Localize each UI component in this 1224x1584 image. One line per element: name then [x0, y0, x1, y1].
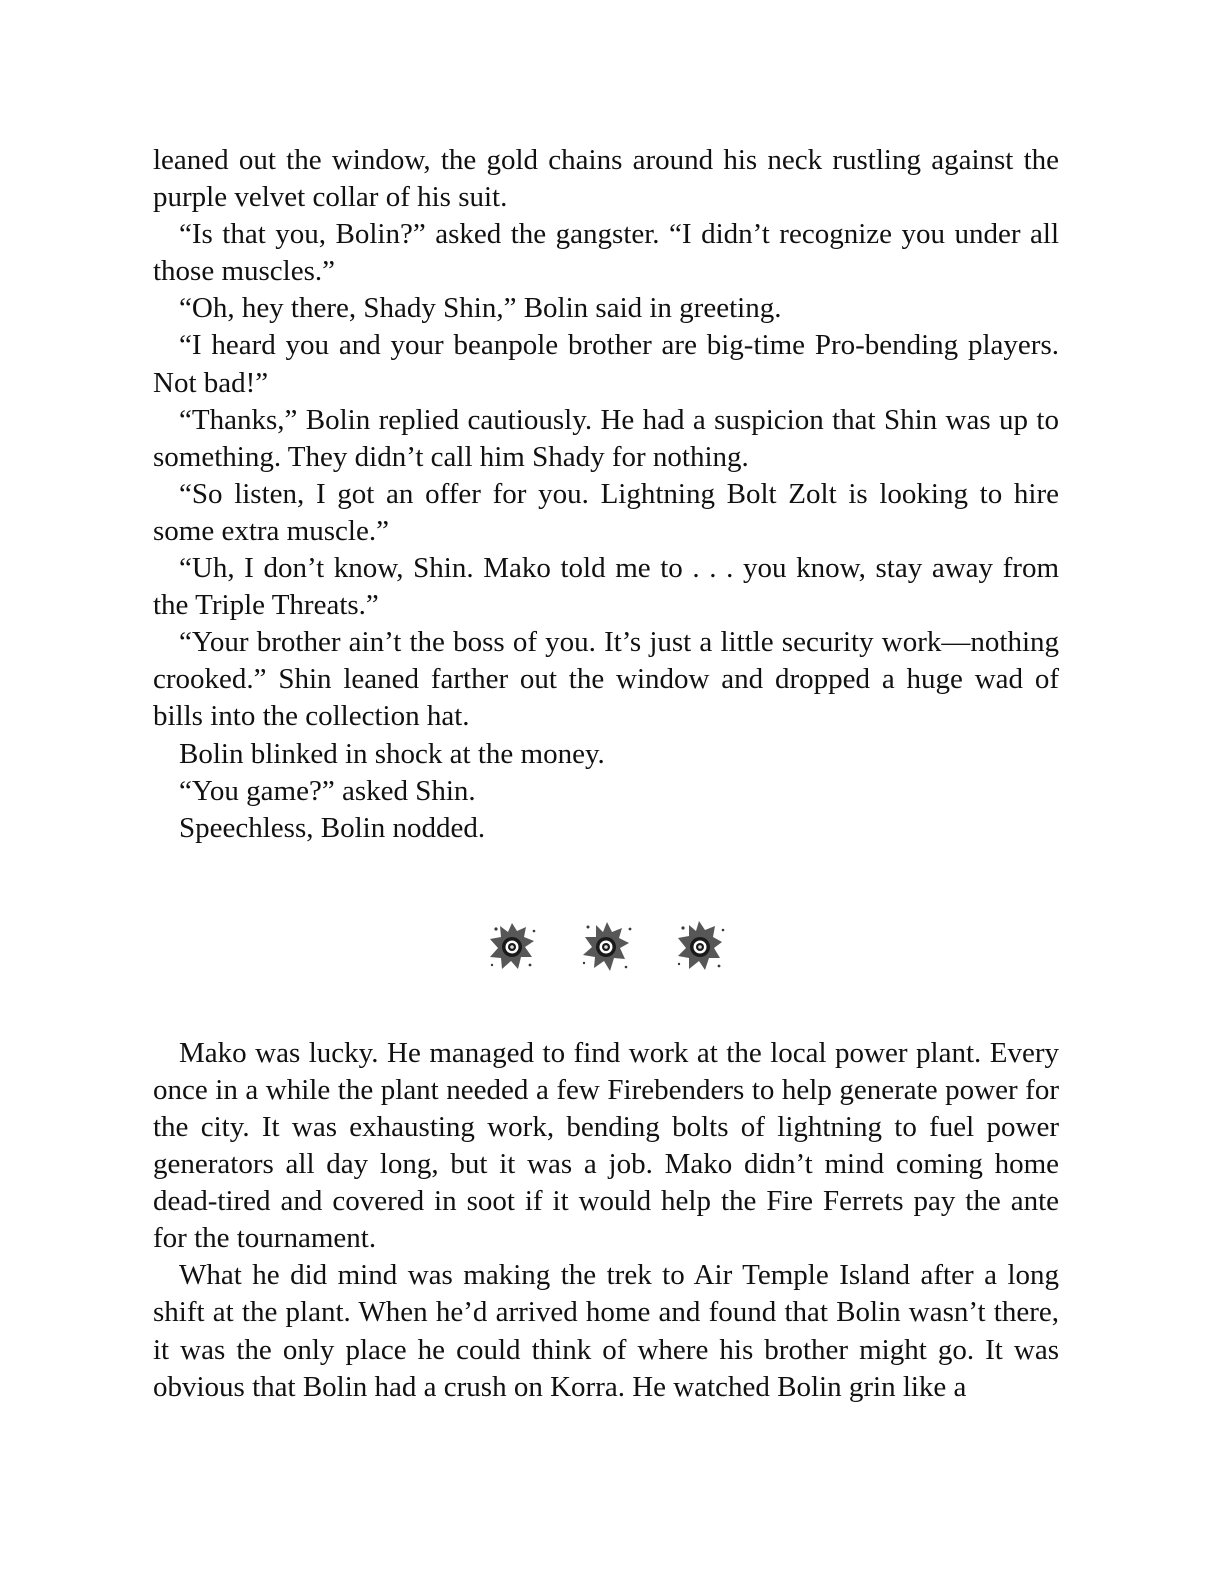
paragraph-1: leaned out the window, the gold chains around his neck rustling against the purple velvet collar of his suit. — [153, 144, 1059, 214]
paragraph-9: Bolin blinked in shock at the money. — [179, 737, 605, 770]
text-block-before — [153, 142, 1059, 847]
paragraph-4: “I heard you and your beanpole brother are big-time Pro-bending players. Not bad!” — [153, 329, 1059, 399]
splat-ornament-icon — [578, 915, 634, 979]
splat-ornament-icon — [672, 915, 728, 979]
paragraph-6: “So listen, I got an offer for you. Lightning Bolt Zolt is looking to hire some extra muscle.” — [153, 477, 1059, 547]
paragraph-10: “You game?” asked Shin. — [179, 774, 476, 807]
paragraph-2: “Is that you, Bolin?” asked the gangster. “I didn’t recognize you under all those muscles.” — [153, 218, 1059, 288]
splat-ornament-icon — [484, 915, 540, 979]
text-block-after — [153, 1035, 1059, 1406]
paragraph-11: Speechless, Bolin nodded. — [179, 811, 486, 844]
paragraph-7: “Uh, I don’t know, Shin. Mako told me to . . . you know, stay away from the Triple Threats.” — [153, 552, 1059, 622]
section-break-ornaments — [153, 915, 1059, 979]
paragraph-5: “Thanks,” Bolin replied cautiously. He had a suspicion that Shin was up to something. They didn’t call him Shady for nothing. — [153, 403, 1059, 473]
paragraph-12: Mako was lucky. He managed to find work at the local power plant. Every once in a while the plant needed a few Firebenders to help generate power for the city. It was exhausting work, bending bolts of lightning to fuel power generators all day long, but it was a job. Mako didn’t mind coming home dead-tired and covered in soot if it would help the Fire Ferrets pay the ante for the tournament. — [153, 1036, 1059, 1255]
paragraph-13: What he did mind was making the trek to Air Temple Island after a long shift at the plant. When he’d arrived home and found that Bolin wasn’t there, it was the only place he could think of where his brother might go. It was obvious that Bolin had a crush on Korra. He watched Bolin grin like a — [153, 1259, 1059, 1403]
paragraph-8: “Your brother ain’t the boss of you. It’s just a little security work—nothing crooked.” Shin leaned farther out the window and dropped a huge wad of bills into the collection hat. — [153, 626, 1059, 733]
book-page — [153, 142, 1059, 1406]
section-break — [153, 847, 1059, 1035]
paragraph-3: “Oh, hey there, Shady Shin,” Bolin said in greeting. — [179, 292, 782, 325]
